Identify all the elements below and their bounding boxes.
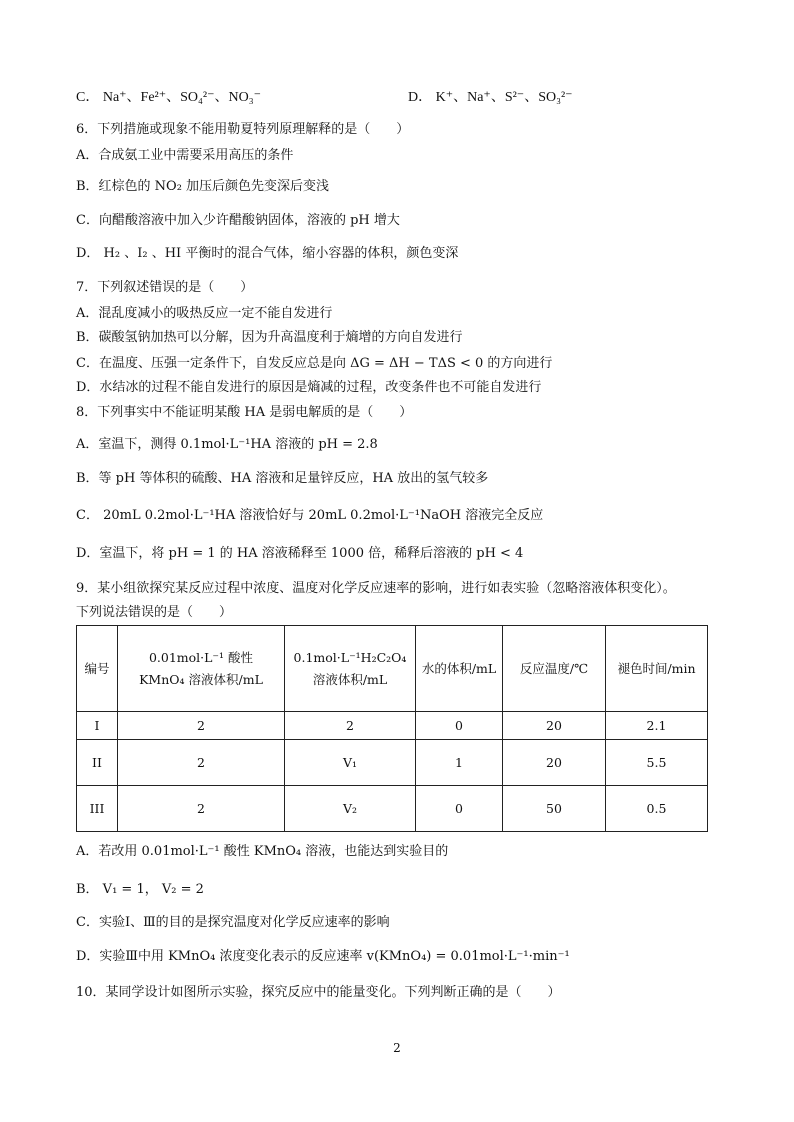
q6-option-a: A．合成氨工业中需要采用高压的条件 [76, 148, 294, 163]
prev-option-c: C． Na⁺、Fe²⁺、SO₄²⁻、NO₃⁻ [76, 90, 261, 105]
experiment-table [76, 625, 708, 832]
q7-option-b: B．碳酸氢钠加热可以分解，因为升高温度利于熵增的方向自发进行 [76, 330, 463, 345]
header-h2c2o4 [285, 626, 416, 712]
header-kmno4-line2: KMnO₄ 溶液体积/mL [139, 671, 263, 687]
q8-option-a: A．室温下，测得 0.1mol·L⁻¹HA 溶液的 pH = 2.8 [76, 437, 378, 452]
row-kmno4: 2 [118, 740, 285, 786]
row-water: 0 [416, 712, 503, 740]
q10-stem: 10．某同学设计如图所示实验，探究反应中的能量变化。下列判断正确的是（ ） [76, 985, 561, 1000]
page-number: 2 [393, 1041, 401, 1055]
header-time: 褪色时间/min [606, 626, 708, 712]
row-water: 0 [416, 786, 503, 832]
q7-stem: 7．下列叙述错误的是（ ） [76, 280, 254, 295]
q8-option-d: D．室温下，将 pH = 1 的 HA 溶液稀释至 1000 倍，稀释后溶液的 pH < 4 [76, 546, 524, 561]
q8-option-b: B．等 pH 等体积的硫酸、HA 溶液和足量锌反应，HA 放出的氢气较多 [76, 471, 489, 486]
q8-option-c: C． 20mL 0.2mol·L⁻¹HA 溶液恰好与 20mL 0.2mol·L⁻¹NaOH 溶液完全反应 [76, 508, 544, 523]
row-kmno4: 2 [118, 712, 285, 740]
q9-option-a: A．若改用 0.01mol·L⁻¹ 酸性 KMnO₄ 溶液，也能达到实验目的 [76, 844, 449, 859]
q7-option-d: D．水结冰的过程不能自发进行的原因是熵减的过程，改变条件也不可能自发进行 [76, 380, 542, 395]
row-time: 0.5 [606, 786, 708, 832]
header-water: 水的体积/mL [416, 626, 503, 712]
header-temp: 反应温度/℃ [503, 626, 606, 712]
table-header-row [77, 626, 708, 712]
row-time: 2.1 [606, 712, 708, 740]
q6-stem: 6．下列措施或现象不能用勒夏特列原理解释的是（ ） [76, 122, 410, 137]
table-row [77, 786, 708, 832]
q9-option-d: D．实验Ⅲ中用 KMnO₄ 浓度变化表示的反应速率 v(KMnO₄) = 0.01mol·L⁻¹·min⁻¹ [76, 949, 570, 964]
prev-option-d: D． K⁺、Na⁺、S²⁻、SO₃²⁻ [408, 90, 573, 105]
header-h2c2o4-line2: 溶液体积/mL [312, 671, 388, 687]
header-kmno4 [118, 626, 285, 712]
q7-option-c: C．在温度、压强一定条件下，自发反应总是向 ΔG = ΔH − TΔS < 0 的方向进行 [76, 356, 553, 371]
row-h2c2o4: 2 [285, 712, 416, 740]
table-row [77, 712, 708, 740]
row-water: 1 [416, 740, 503, 786]
q7-option-a: A．混乱度减小的吸热反应一定不能自发进行 [76, 306, 333, 321]
row-h2c2o4: V₂ [285, 786, 416, 832]
row-id: III [77, 786, 118, 832]
row-temp: 50 [503, 786, 606, 832]
row-temp: 20 [503, 740, 606, 786]
row-temp: 20 [503, 712, 606, 740]
header-h2c2o4-line1: 0.1mol·L⁻¹H₂C₂O₄ [293, 649, 407, 665]
q6-option-d: D． H₂ 、I₂ 、HI 平衡时的混合气体，缩小容器的体积，颜色变深 [76, 246, 459, 261]
header-kmno4-line1: 0.01mol·L⁻¹ 酸性 [148, 649, 254, 665]
row-kmno4: 2 [118, 786, 285, 832]
q6-option-b: B．红棕色的 NO₂ 加压后颜色先变深后变浅 [76, 179, 330, 194]
q8-stem: 8．下列事实中不能证明某酸 HA 是弱电解质的是（ ） [76, 405, 413, 420]
row-time: 5.5 [606, 740, 708, 786]
row-h2c2o4: V₁ [285, 740, 416, 786]
row-id: I [77, 712, 118, 740]
q9-stem-line2: 下列说法错误的是（ ） [76, 605, 233, 620]
header-id: 编号 [77, 626, 118, 712]
q6-option-c: C．向醋酸溶液中加入少许醋酸钠固体，溶液的 pH 增大 [76, 213, 400, 228]
table-row [77, 740, 708, 786]
row-id: II [77, 740, 118, 786]
q9-option-c: C．实验Ⅰ、Ⅲ的目的是探究温度对化学反应速率的影响 [76, 915, 390, 930]
q9-stem-line1: 9．某小组欲探究某反应过程中浓度、温度对化学反应速率的影响，进行如表实验（忽略溶液体积变化）。 [76, 581, 676, 596]
q9-option-b: B． V₁ = 1， V₂ = 2 [76, 882, 204, 897]
